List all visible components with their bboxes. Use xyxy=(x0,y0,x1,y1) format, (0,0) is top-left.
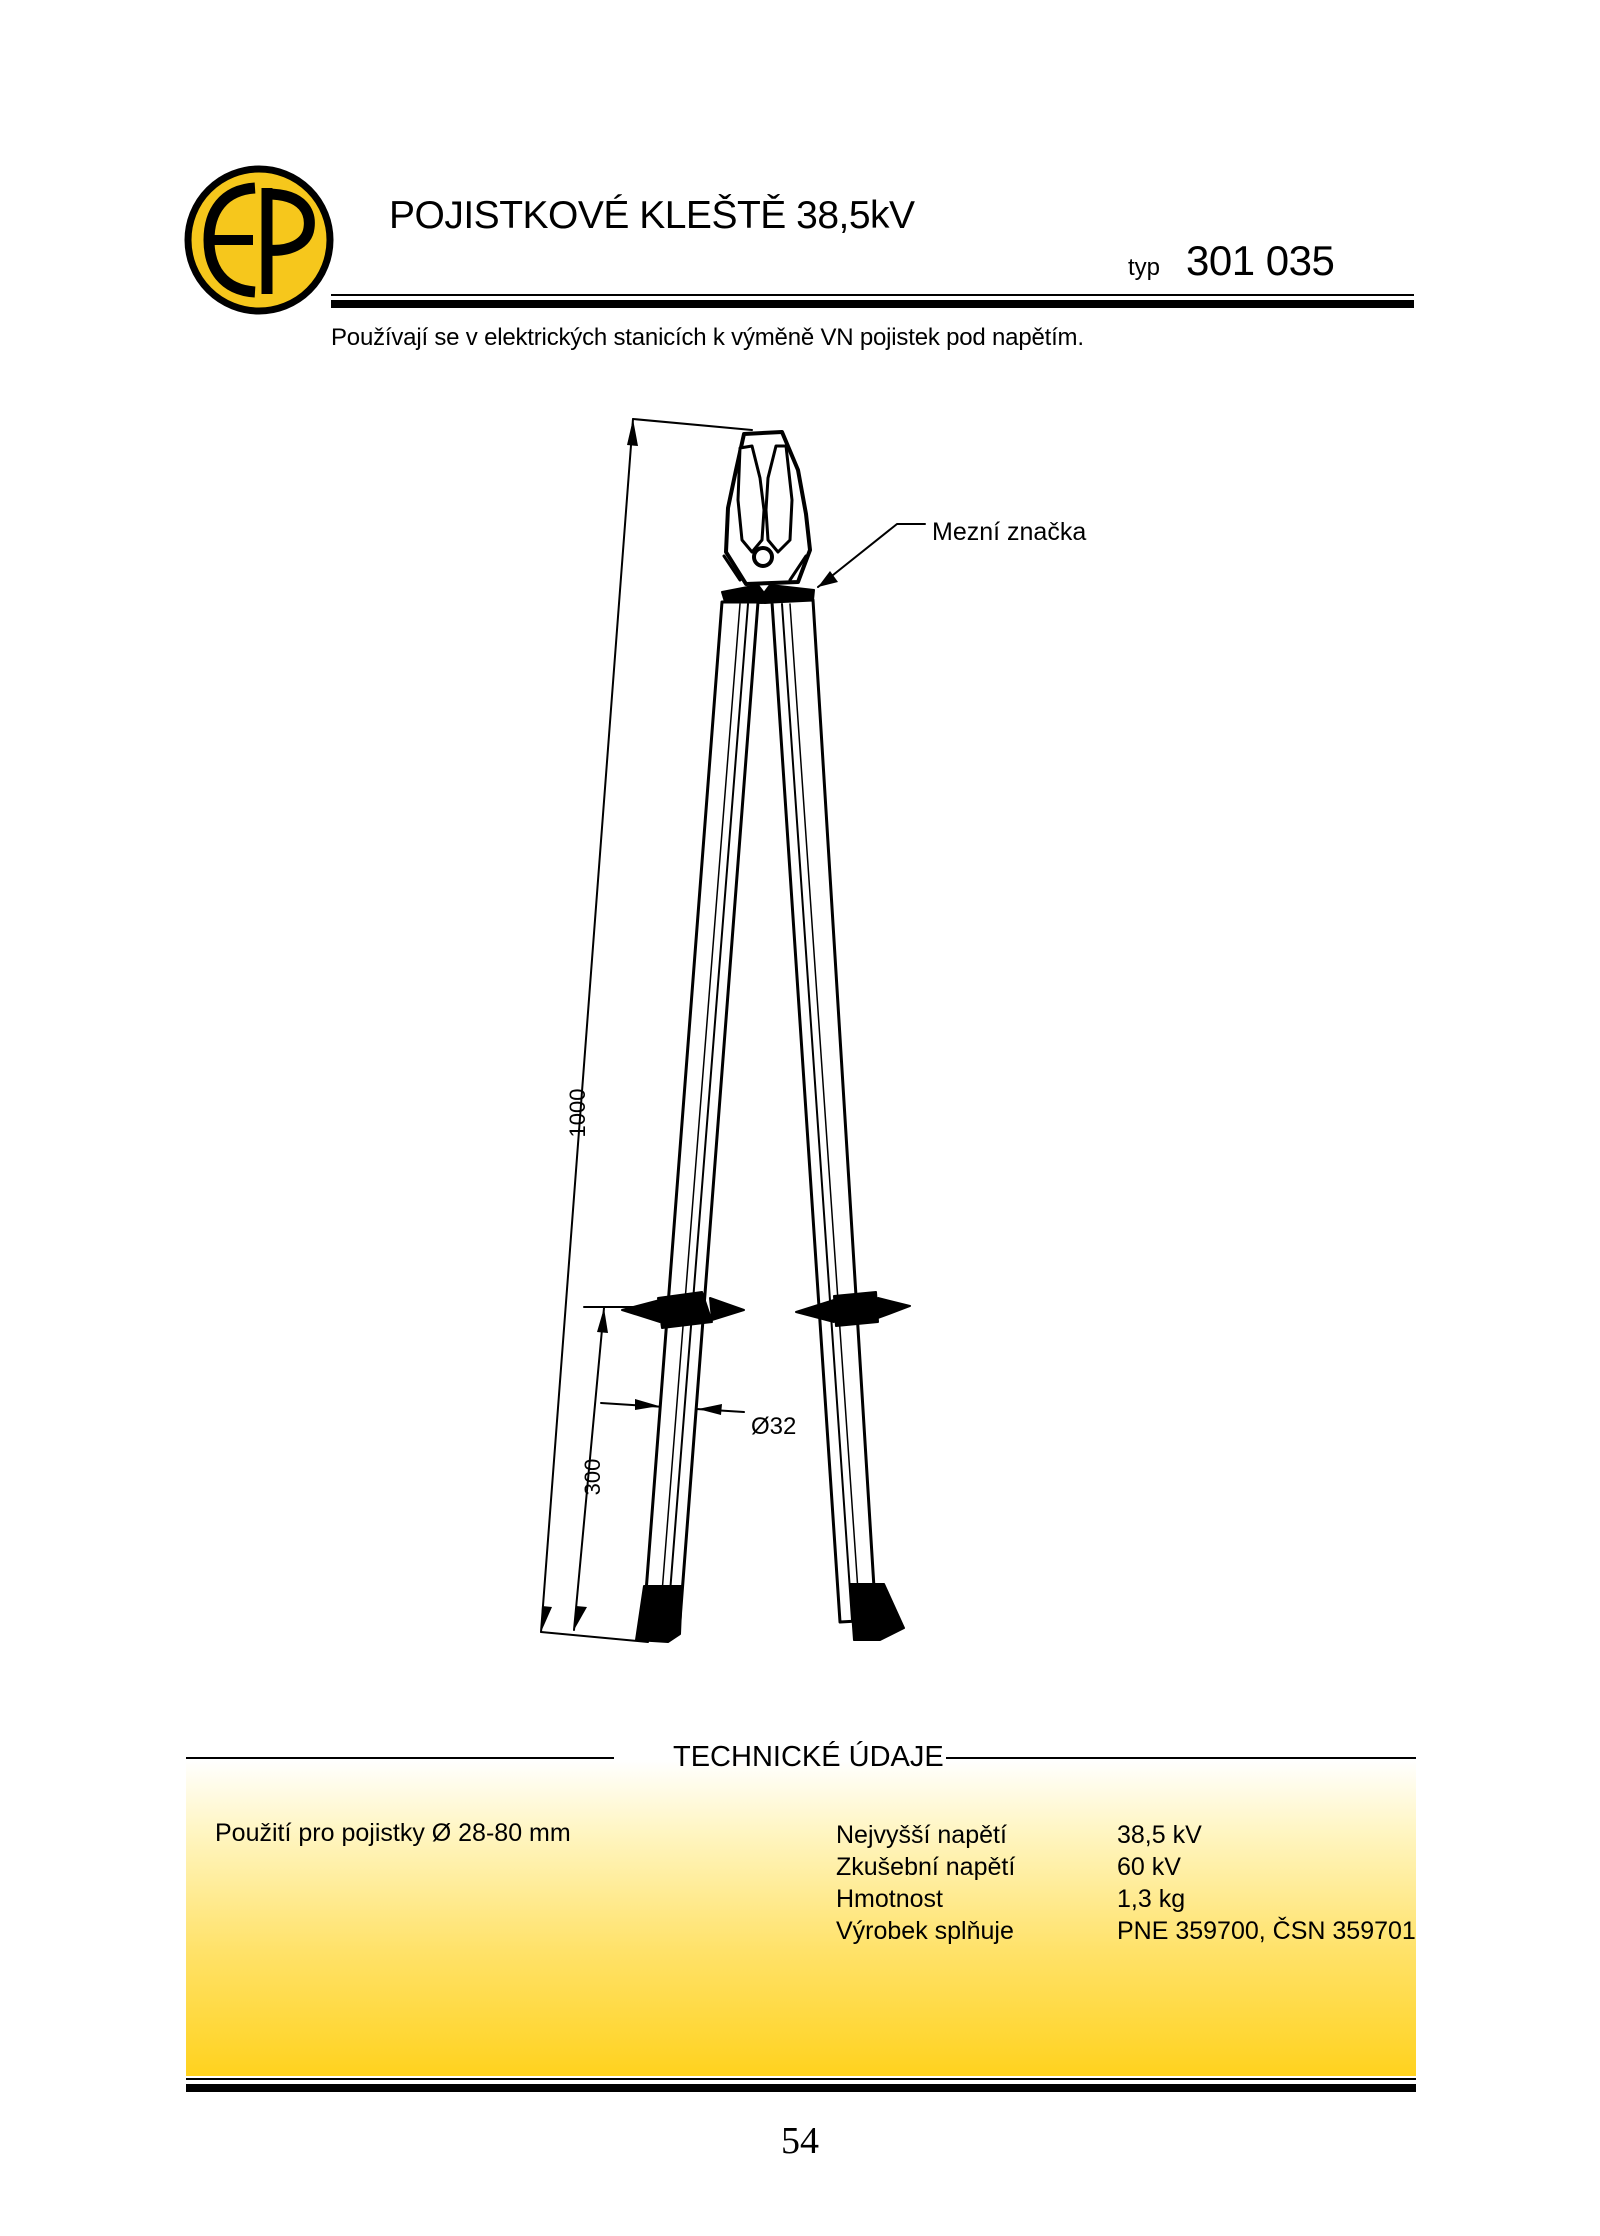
spec-label: Hmotnost xyxy=(836,1885,943,1913)
spec-label: Nejvyšší napětí xyxy=(836,1821,1007,1849)
spec-value: 60 kV xyxy=(1117,1853,1181,1881)
tech-heading-rule-right xyxy=(946,1757,1416,1759)
usage-description: Používají se v elektrických stanicích k výměně VN pojistek pod napětím. xyxy=(331,324,1084,351)
page-number: 54 xyxy=(781,2120,819,2162)
spec-value: 1,3 kg xyxy=(1117,1885,1186,1913)
page-title: POJISTKOVÉ KLEŠTĚ 38,5kV xyxy=(389,194,915,237)
tech-heading: TECHNICKÉ ÚDAJE xyxy=(673,1741,944,1773)
dimension-diameter-label: Ø32 xyxy=(751,1413,797,1440)
dimension-length-label: 1000 xyxy=(565,1088,590,1138)
dimension-handle-label: 300 xyxy=(580,1458,605,1496)
tech-heading-rule-left xyxy=(186,1757,614,1759)
footer-rule-thick xyxy=(186,2084,1416,2092)
spec-label: Výrobek splňuje xyxy=(836,1917,1014,1945)
footer-rule-thin xyxy=(186,2078,1416,2080)
spec-value: PNE 359700, ČSN 359701 xyxy=(1117,1917,1416,1945)
type-label: typ xyxy=(1128,254,1161,281)
usage-spec: Použití pro pojistky Ø 28-80 mm xyxy=(215,1819,571,1847)
spec-table xyxy=(836,1819,1416,1959)
limit-mark-label: Mezní značka xyxy=(932,518,1087,546)
spec-label: Zkušební napětí xyxy=(836,1853,1016,1881)
spec-value: 38,5 kV xyxy=(1117,1821,1202,1849)
dim-line-1000 xyxy=(541,419,633,1632)
type-number: 301 035 xyxy=(1186,237,1335,284)
